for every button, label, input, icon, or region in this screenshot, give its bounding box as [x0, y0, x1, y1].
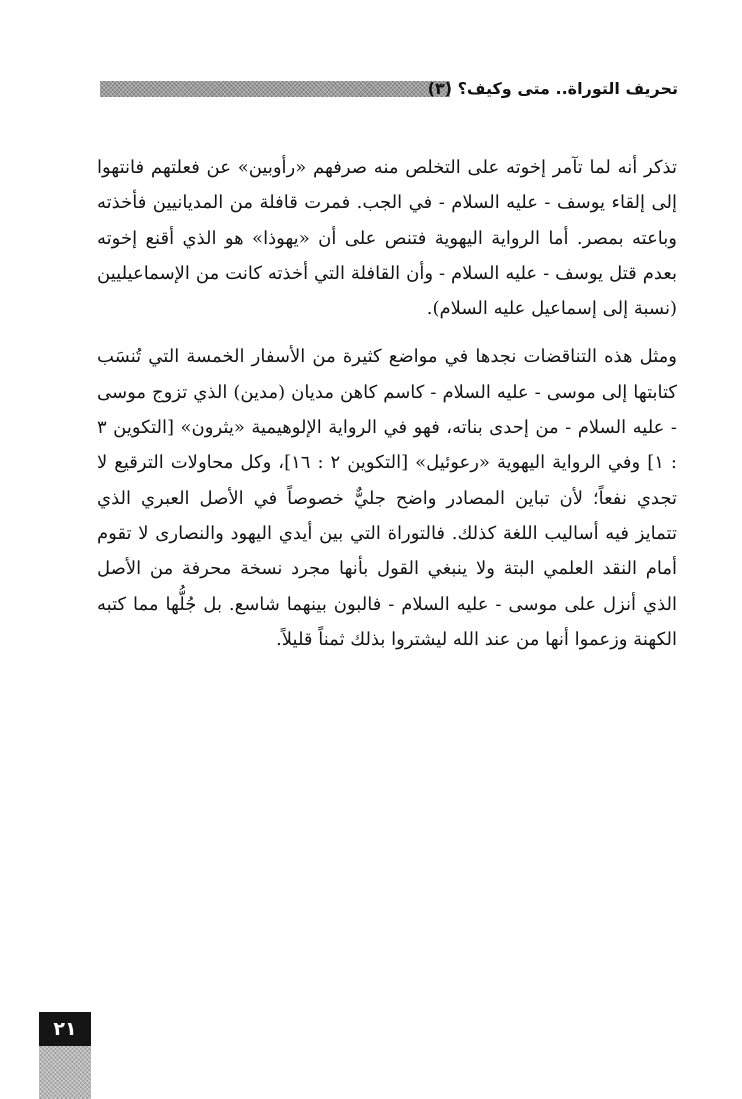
header-title: تحريف التوراة.. متى وكيف؟ (٣) — [427, 79, 678, 98]
page-number: ٢١ — [39, 1012, 91, 1046]
running-header — [100, 78, 678, 100]
paragraph-2: ومثل هذه التناقضات نجدها في مواضع كثيرة من الأسفار الخمسة التي تُنسَب كتابتها إلى موسى - عليه السلام - كاسم كاهن مديان (مدين) الذي تزوج موسى - عليه السلام - من إحدى بناته، فهو في الرواية الإلوهيمية «يثرون» [التكوين ٣ : ١] وفي الرواية اليهوية «رعوئيل» [التكوين ٢ : ١٦]، وكل محاولات الترقيع لا تجدي نفعاً؛ لأن تباين المصادر واضح جليٌّ خصوصاً في الأصل العبري الذي تتمايز فيه أساليب اللغة كذلك. فالتوراة التي بين أيدي اليهود والنصارى لا تقوم أمام النقد العلمي البتة ولا ينبغي القول بأنها مجرد نسخة محرفة من الأصل الذي أنزل على موسى - عليه السلام - فالبون بينهما شاسع. بل جُلُّها مما كتبه الكهنة وزعموا أنها من عند الله ليشتروا بذلك ثمناً قليلاً. — [97, 346, 677, 650]
page-number-tab — [39, 1012, 91, 1099]
paragraph-1: تذكر أنه لما تآمر إخوته على التخلص منه صرفهم «رأوبين» عن فعلتهم فانتهوا إلى إلقاء يوسف - عليه السلام - في الجب. فمرت قافلة من المديانيين فأخذته وباعته بمصر. أما الرواية اليهوية فتنص على أن «يهوذا» هو الذي أقنع إخوته بعدم قتل يوسف - عليه السلام - وأن القافلة التي أخذته كانت من الإسماعيليين (نسبة إلى إسماعيل عليه السلام). — [97, 157, 677, 320]
header-decorative-bar — [100, 81, 450, 97]
body-text — [97, 150, 677, 657]
